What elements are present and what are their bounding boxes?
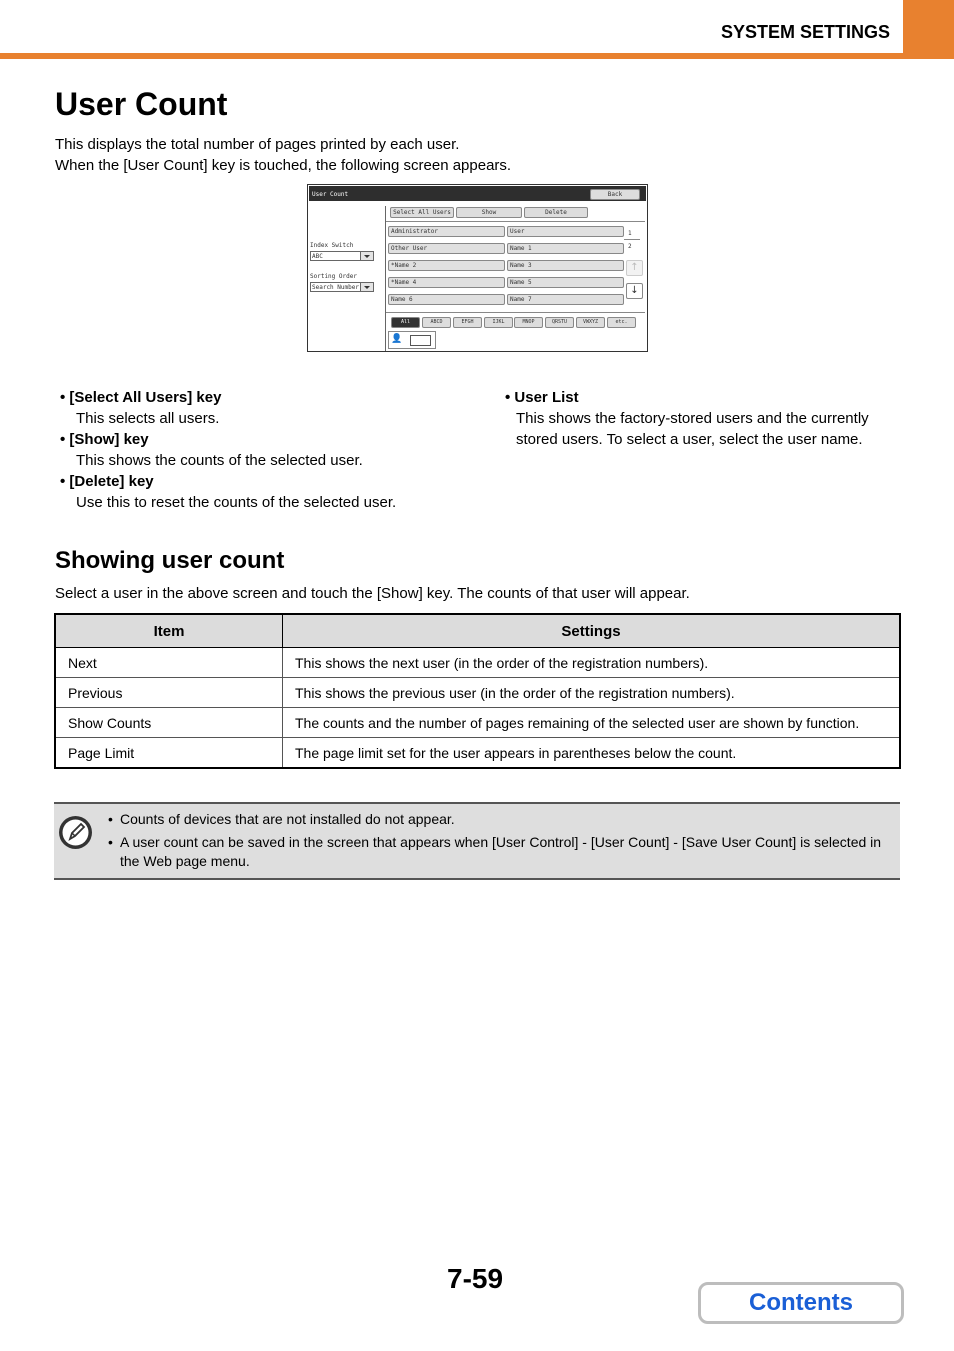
user-pencil-icon: 👤 <box>391 334 403 344</box>
user-item[interactable]: *Name 2 <box>388 260 505 271</box>
user-input-box[interactable] <box>388 331 436 349</box>
section-heading: Showing user count <box>55 547 285 574</box>
column-header: Settings <box>283 614 901 648</box>
index-tab[interactable]: etc. <box>607 317 636 328</box>
table-row: Show Counts The counts and the number of pages remaining of the selected user are shown by function. <box>55 708 900 738</box>
delete-button[interactable]: Delete <box>524 207 588 218</box>
index-tab[interactable]: ABCD <box>422 317 451 328</box>
note-pencil-icon <box>59 816 92 849</box>
page-number: 7-59 <box>447 1263 504 1294</box>
settings-table <box>54 613 901 769</box>
note-item: • A user count can be saved in the screen that appears when [User Control] - [User Count] - [Save User Count] is selected in the Web page menu. <box>108 833 898 871</box>
note-item: • Counts of devices that are not installed do not appear. <box>108 810 898 829</box>
bullet-list-left: • [Select All Users] key This selects all users. • [Show] key This shows the counts of the selected user. • [Delete] key Use this to reset the counts of the selected user. <box>60 389 397 511</box>
chevron-down-icon <box>360 283 373 291</box>
arrow-down-icon[interactable]: ↓ <box>626 283 643 299</box>
screen-title-bar <box>309 186 646 201</box>
index-tab[interactable]: VWXYZ <box>576 317 605 328</box>
divider <box>385 206 386 351</box>
page-current: 1 <box>628 230 632 237</box>
bullet-list-right: • User List This shows the factory-stored users and the currently stored users. To select a user, select the user name. <box>505 389 869 448</box>
page-total: 2 <box>628 243 632 250</box>
column-header: Item <box>55 614 283 648</box>
user-item[interactable]: Name 5 <box>507 277 624 288</box>
arrow-up-icon[interactable]: ↑ <box>626 260 643 276</box>
table-row: Next This shows the next user (in the order of the registration numbers). <box>55 648 900 678</box>
chevron-down-icon <box>360 252 373 260</box>
contents-button[interactable]: Contents <box>698 1282 904 1324</box>
index-tab[interactable]: All <box>391 317 420 328</box>
index-switch-label: Index Switch <box>310 242 354 249</box>
divider <box>386 221 645 222</box>
index-tab[interactable]: IJKL <box>484 317 513 328</box>
index-tab[interactable]: EFGH <box>453 317 482 328</box>
user-item[interactable]: Name 6 <box>388 294 505 305</box>
user-item[interactable]: Administrator <box>388 226 505 237</box>
note-box <box>54 802 900 880</box>
sorting-order-select[interactable]: Search Number <box>310 282 374 292</box>
index-switch-select[interactable]: ABC <box>310 251 374 261</box>
user-count-screen <box>307 184 648 352</box>
index-tab[interactable]: MNOP <box>514 317 543 328</box>
header-tab <box>903 0 954 56</box>
divider <box>624 239 640 240</box>
intro-text: This displays the total number of pages printed by each user. When the [User Count] key is touched, the following screen appears. <box>55 136 512 174</box>
divider <box>386 312 645 313</box>
index-tab[interactable]: QRSTU <box>545 317 574 328</box>
table-row: Page Limit The page limit set for the user appears in parentheses below the count. <box>55 738 900 769</box>
user-input-field[interactable] <box>410 335 431 346</box>
section-text: Select a user in the above screen and touch the [Show] key. The counts of that user will appear. <box>55 585 690 602</box>
select-all-users-button[interactable]: Select All Users <box>390 207 454 218</box>
table-header <box>55 614 900 648</box>
user-item[interactable]: Name 7 <box>507 294 624 305</box>
back-button[interactable]: Back <box>590 189 640 200</box>
note-list <box>108 810 898 875</box>
screen-title: User Count <box>312 191 349 198</box>
table-row: Previous This shows the previous user (in the order of the registration numbers). <box>55 678 900 708</box>
header-bar <box>0 53 954 59</box>
user-item[interactable]: Name 3 <box>507 260 624 271</box>
page-title: User Count <box>55 86 228 122</box>
section-title: SYSTEM SETTINGS <box>720 22 890 42</box>
sorting-order-label: Sorting Order <box>310 273 357 280</box>
user-item[interactable]: User <box>507 226 624 237</box>
user-item[interactable]: Other User <box>388 243 505 254</box>
user-item[interactable]: *Name 4 <box>388 277 505 288</box>
user-item[interactable]: Name 1 <box>507 243 624 254</box>
show-button[interactable]: Show <box>456 207 522 218</box>
